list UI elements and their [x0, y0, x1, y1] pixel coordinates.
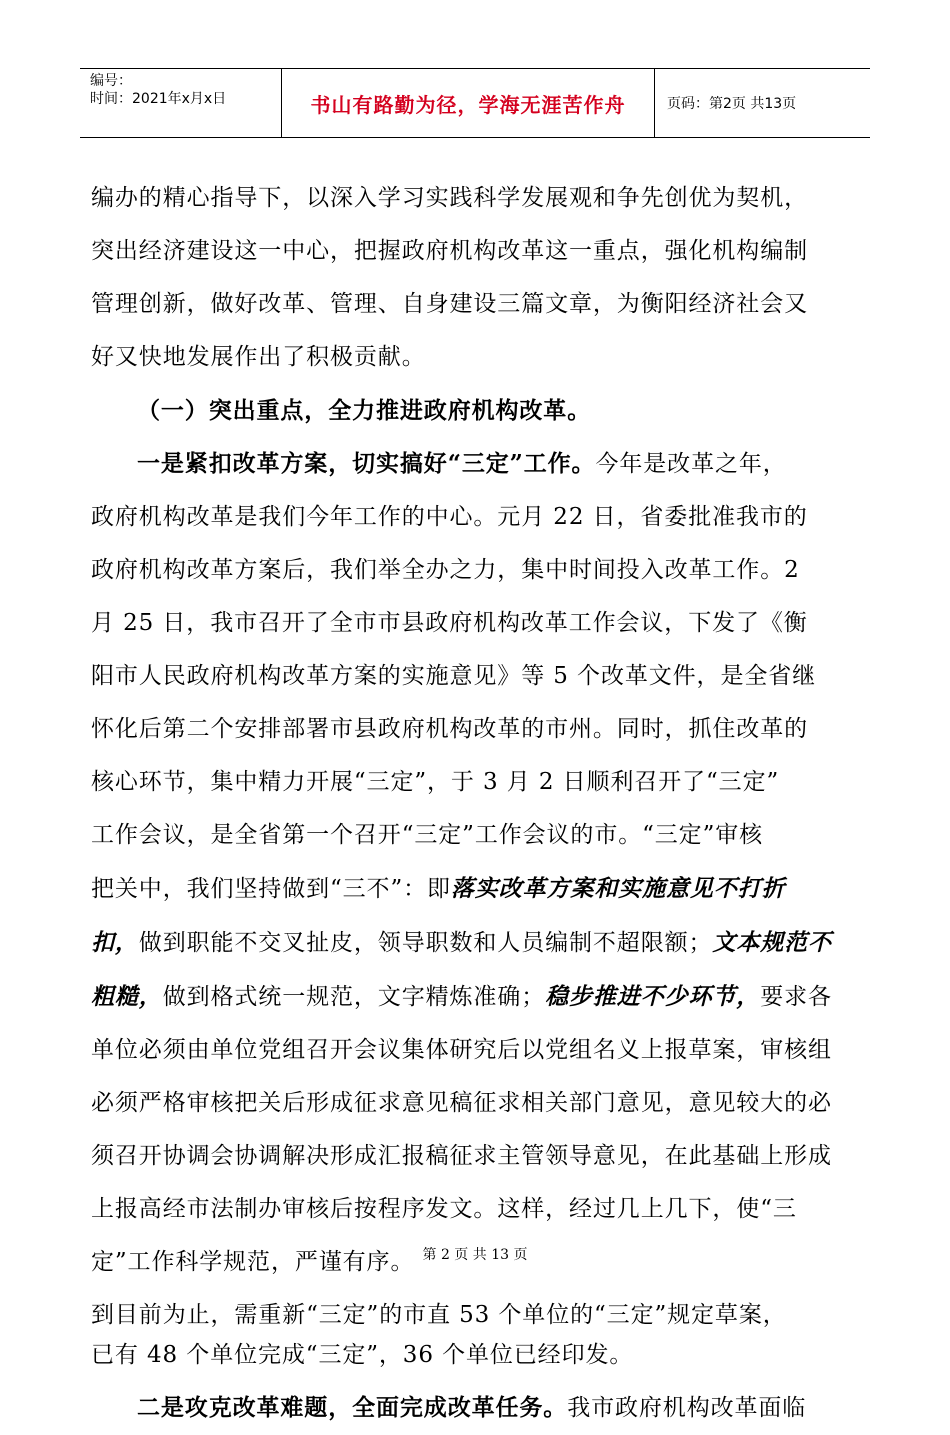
text-line: 已有 48 个单位完成“三定”，36 个单位已经印发。 [91, 1342, 634, 1368]
text-line [91, 437, 861, 491]
text-line [91, 916, 861, 970]
text-line: 上报高经市法制办审核后按程序发文。这样，经过几上几下，使“三 [91, 1196, 797, 1222]
text-line [91, 970, 861, 1024]
text-line: 核心环节，集中精力开展“三定”，于 3 月 2 日顺利召开了“三定” [91, 769, 780, 795]
emphasis-text: 稳步推进不少环节， [545, 983, 761, 1010]
page-footer: 第 2 页 共 13 页 [422, 1247, 528, 1263]
header-page-label: 页码：第2页 共13页 [667, 96, 797, 112]
text-line: 须召开协调会协调解决形成汇报稿征求主管领导意见，在此基础上形成 [91, 1143, 832, 1169]
section-heading: （一）突出重点，全力推进政府机构改革。 [137, 397, 592, 424]
paragraph-lead: 二是攻克改革难题，全面完成改革任务。 [137, 1394, 568, 1421]
text-line: 政府机构改革方案后，我们举全办之力，集中时间投入改革工作。2 [91, 557, 800, 583]
emphasis-text: 扣， [91, 929, 139, 956]
text-line: 政府机构改革是我们今年工作的中心。元月 22 日，省委批准我市的 [91, 504, 808, 530]
number-label: 编号： [90, 73, 132, 89]
text-run: 把关中，我们坚持做到“三不”：即 [91, 876, 451, 902]
page-header [80, 68, 870, 138]
paragraph-1 [91, 172, 861, 384]
text-line: 好又快地发展作出了积极贡献。 [91, 344, 426, 370]
paragraph-3 [91, 1295, 861, 1375]
text-run: 我市政府机构改革面临 [567, 1395, 807, 1421]
text-line: 到目前为止，需重新“三定”的市直 53 个单位的“三定”规定草案， [91, 1302, 787, 1328]
text-line: 编办的精心指导下，以深入学习实践科学发展观和争先创优为契机， [91, 185, 808, 211]
text-line: 突出经济建设这一中心，把握政府机构改革这一重点，强化机构编制 [91, 238, 808, 264]
text-run: 今年是改革之年， [595, 451, 787, 477]
text-line: 管理创新，做好改革、管理、自身建设三篇文章，为衡阳经济社会又 [91, 291, 808, 317]
text-line: 单位必须由单位党组召开会议集体研究后以党组名义上报草案，审核组 [91, 1037, 832, 1063]
text-run: 要求各 [760, 984, 832, 1010]
text-line: 工作会议，是全省第一个召开“三定”工作会议的市。“三定”审核 [91, 822, 764, 848]
emphasis-text: 落实改革方案和实施意见不打折 [450, 875, 786, 902]
text-run: 做到格式统一规范，文字精炼准确； [162, 984, 546, 1010]
text-line: 怀化后第二个安排部署市县政府机构改革的市州。同时，抓住改革的 [91, 716, 808, 742]
paragraph-2 [91, 437, 861, 1289]
paragraph-lead: 一是紧扣改革方案，切实搞好“三定”工作。 [137, 450, 596, 477]
emphasis-text: 文本规范不 [712, 929, 832, 956]
text-line: 必须严格审核把关后形成征求意见稿征求相关部门意见，意见较大的必 [91, 1090, 832, 1116]
emphasis-text: 粗糙， [91, 983, 163, 1010]
text-run: 做到职能不交叉扯皮，领导职数和人员编制不超限额； [138, 930, 713, 956]
text-line: 月 25 日，我市召开了全市市县政府机构改革工作会议，下发了《衡 [91, 610, 808, 636]
paragraph-4 [91, 1381, 861, 1435]
time-label: 时间：2021年x月x日 [90, 91, 227, 107]
text-line [91, 1381, 861, 1435]
text-line [91, 862, 861, 916]
text-line: 定”工作科学规范，严谨有序。 [91, 1249, 415, 1275]
header-meta [80, 69, 282, 137]
text-line: 阳市人民政府机构改革方案的实施意见》等 5 个改革文件，是全省继 [91, 663, 817, 689]
header-motto: 书山有路勤为径，学海无涯苦作舟 [282, 69, 655, 137]
